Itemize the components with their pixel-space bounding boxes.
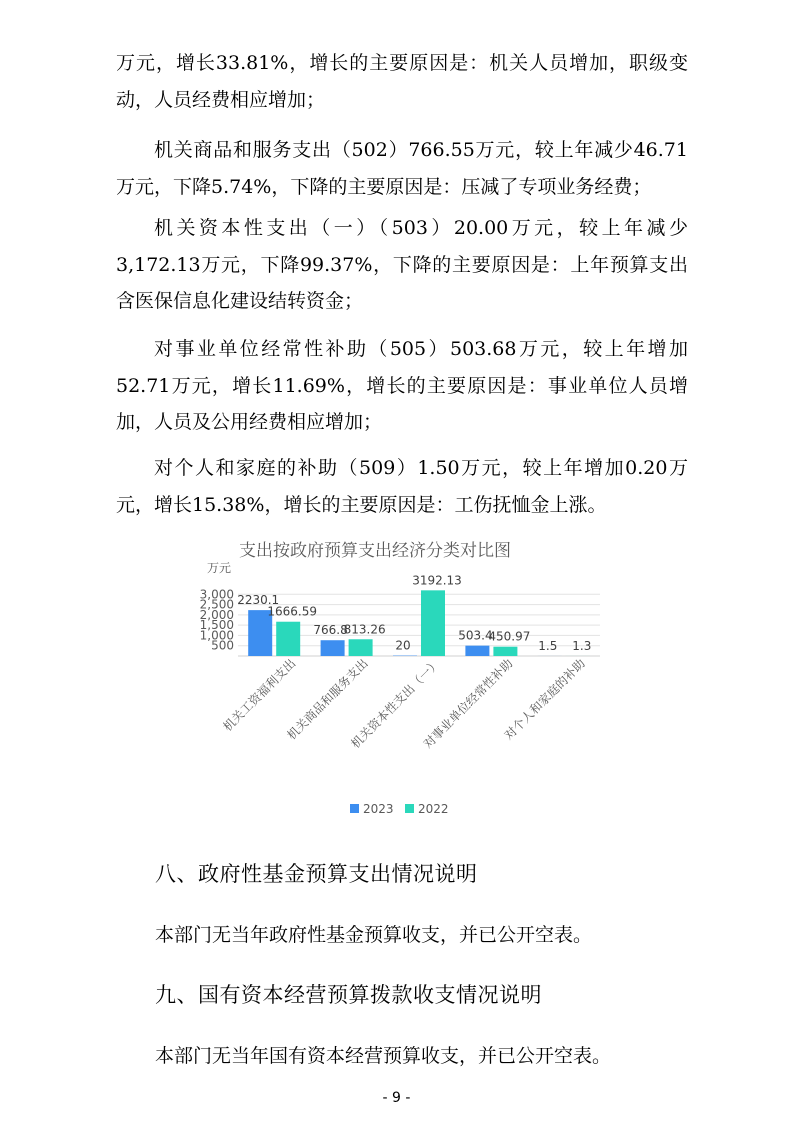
y-tick-label: 500 bbox=[211, 638, 234, 653]
legend-swatch-2022 bbox=[405, 804, 414, 813]
legend-label-2023: 2023 bbox=[363, 802, 394, 816]
page-number: - 9 - bbox=[382, 1090, 411, 1106]
paragraph-institution-subsidy: 对事业单位经常性补助（505）503.68万元，较上年增加52.71万元，增长11.69%，增长的主要原因是：事业单位人员增加，人员及公用经费相应增加； bbox=[116, 338, 688, 433]
y-tick-label: 1,000 bbox=[199, 628, 234, 643]
section-9-heading: 九、国有资本经营预算拨款收支情况说明 bbox=[155, 983, 542, 1007]
section-8-text: 本部门无当年政府性基金预算收支，并已公开空表。 bbox=[155, 924, 593, 946]
chart-title: 支出按政府预算支出经济分类对比图 bbox=[239, 541, 511, 561]
data-label: 503.4 bbox=[458, 628, 493, 643]
bar-2022-1 bbox=[276, 622, 300, 656]
paragraph-personnel-continued: 万元，增长33.81%，增长的主要原因是：机关人员增加，职级变动，人员经费相应增加； bbox=[116, 52, 688, 111]
paragraph-household-subsidy: 对个人和家庭的补助（509）1.50万元，较上年增加0.20万元，增长15.38%，增长的主要原因是：工伤抚恤金上涨。 bbox=[116, 457, 688, 516]
bar-2022-2 bbox=[349, 639, 373, 656]
chart-legend bbox=[350, 802, 449, 816]
data-label: 1.3 bbox=[572, 638, 592, 653]
category-label: 机关商品和服务支出 bbox=[284, 656, 371, 743]
data-label: 20 bbox=[395, 638, 411, 653]
chart-y-ticks bbox=[200, 587, 234, 652]
y-tick-label: 3,000 bbox=[199, 587, 234, 602]
legend-swatch-2023 bbox=[350, 804, 359, 813]
expenditure-comparison-chart bbox=[190, 536, 610, 826]
legend-label-2022: 2022 bbox=[418, 802, 449, 816]
data-label: 813.26 bbox=[343, 622, 386, 637]
category-label: 对个人和家庭的补助 bbox=[501, 656, 588, 743]
category-label: 机关工资福利支出 bbox=[220, 656, 299, 735]
bar-2023-4 bbox=[465, 646, 489, 656]
paragraph-capital-expenditure: 机关资本性支出（一）（503）20.00万元，较上年减少3,172.13万元，下降99.37%，下降的主要原因是：上年预算支出含医保信息化建设结转资金； bbox=[116, 217, 688, 312]
chart-y-axis-label: 万元 bbox=[207, 561, 232, 575]
data-label: 1.5 bbox=[538, 638, 558, 653]
section-8-heading: 八、政府性基金预算支出情况说明 bbox=[155, 862, 478, 886]
y-tick-label: 1,500 bbox=[199, 618, 234, 633]
y-tick-label: 2,000 bbox=[199, 607, 234, 622]
data-label: 450.97 bbox=[488, 629, 531, 644]
bar-2022-4 bbox=[493, 647, 517, 656]
section-9-text: 本部门无当年国有资本经营预算收支，并已公开空表。 bbox=[155, 1045, 612, 1067]
chart-category-labels bbox=[220, 656, 588, 751]
data-label: 3192.13 bbox=[412, 573, 462, 588]
bar-2022-3 bbox=[421, 590, 445, 656]
category-label: 机关资本性支出（一） bbox=[348, 656, 444, 751]
data-label: 766.8 bbox=[313, 623, 348, 638]
paragraph-goods-services: 机关商品和服务支出（502）766.55万元，较上年减少46.71万元，下降5.74%，下降的主要原因是：压减了专项业务经费； bbox=[116, 139, 688, 198]
category-label: 对事业单位经常性补助 bbox=[420, 656, 516, 751]
bar-2023-2 bbox=[321, 640, 345, 656]
y-tick-label: 2,500 bbox=[199, 597, 234, 612]
data-label: 1666.59 bbox=[267, 604, 318, 619]
data-label: 2230.1 bbox=[237, 593, 280, 608]
